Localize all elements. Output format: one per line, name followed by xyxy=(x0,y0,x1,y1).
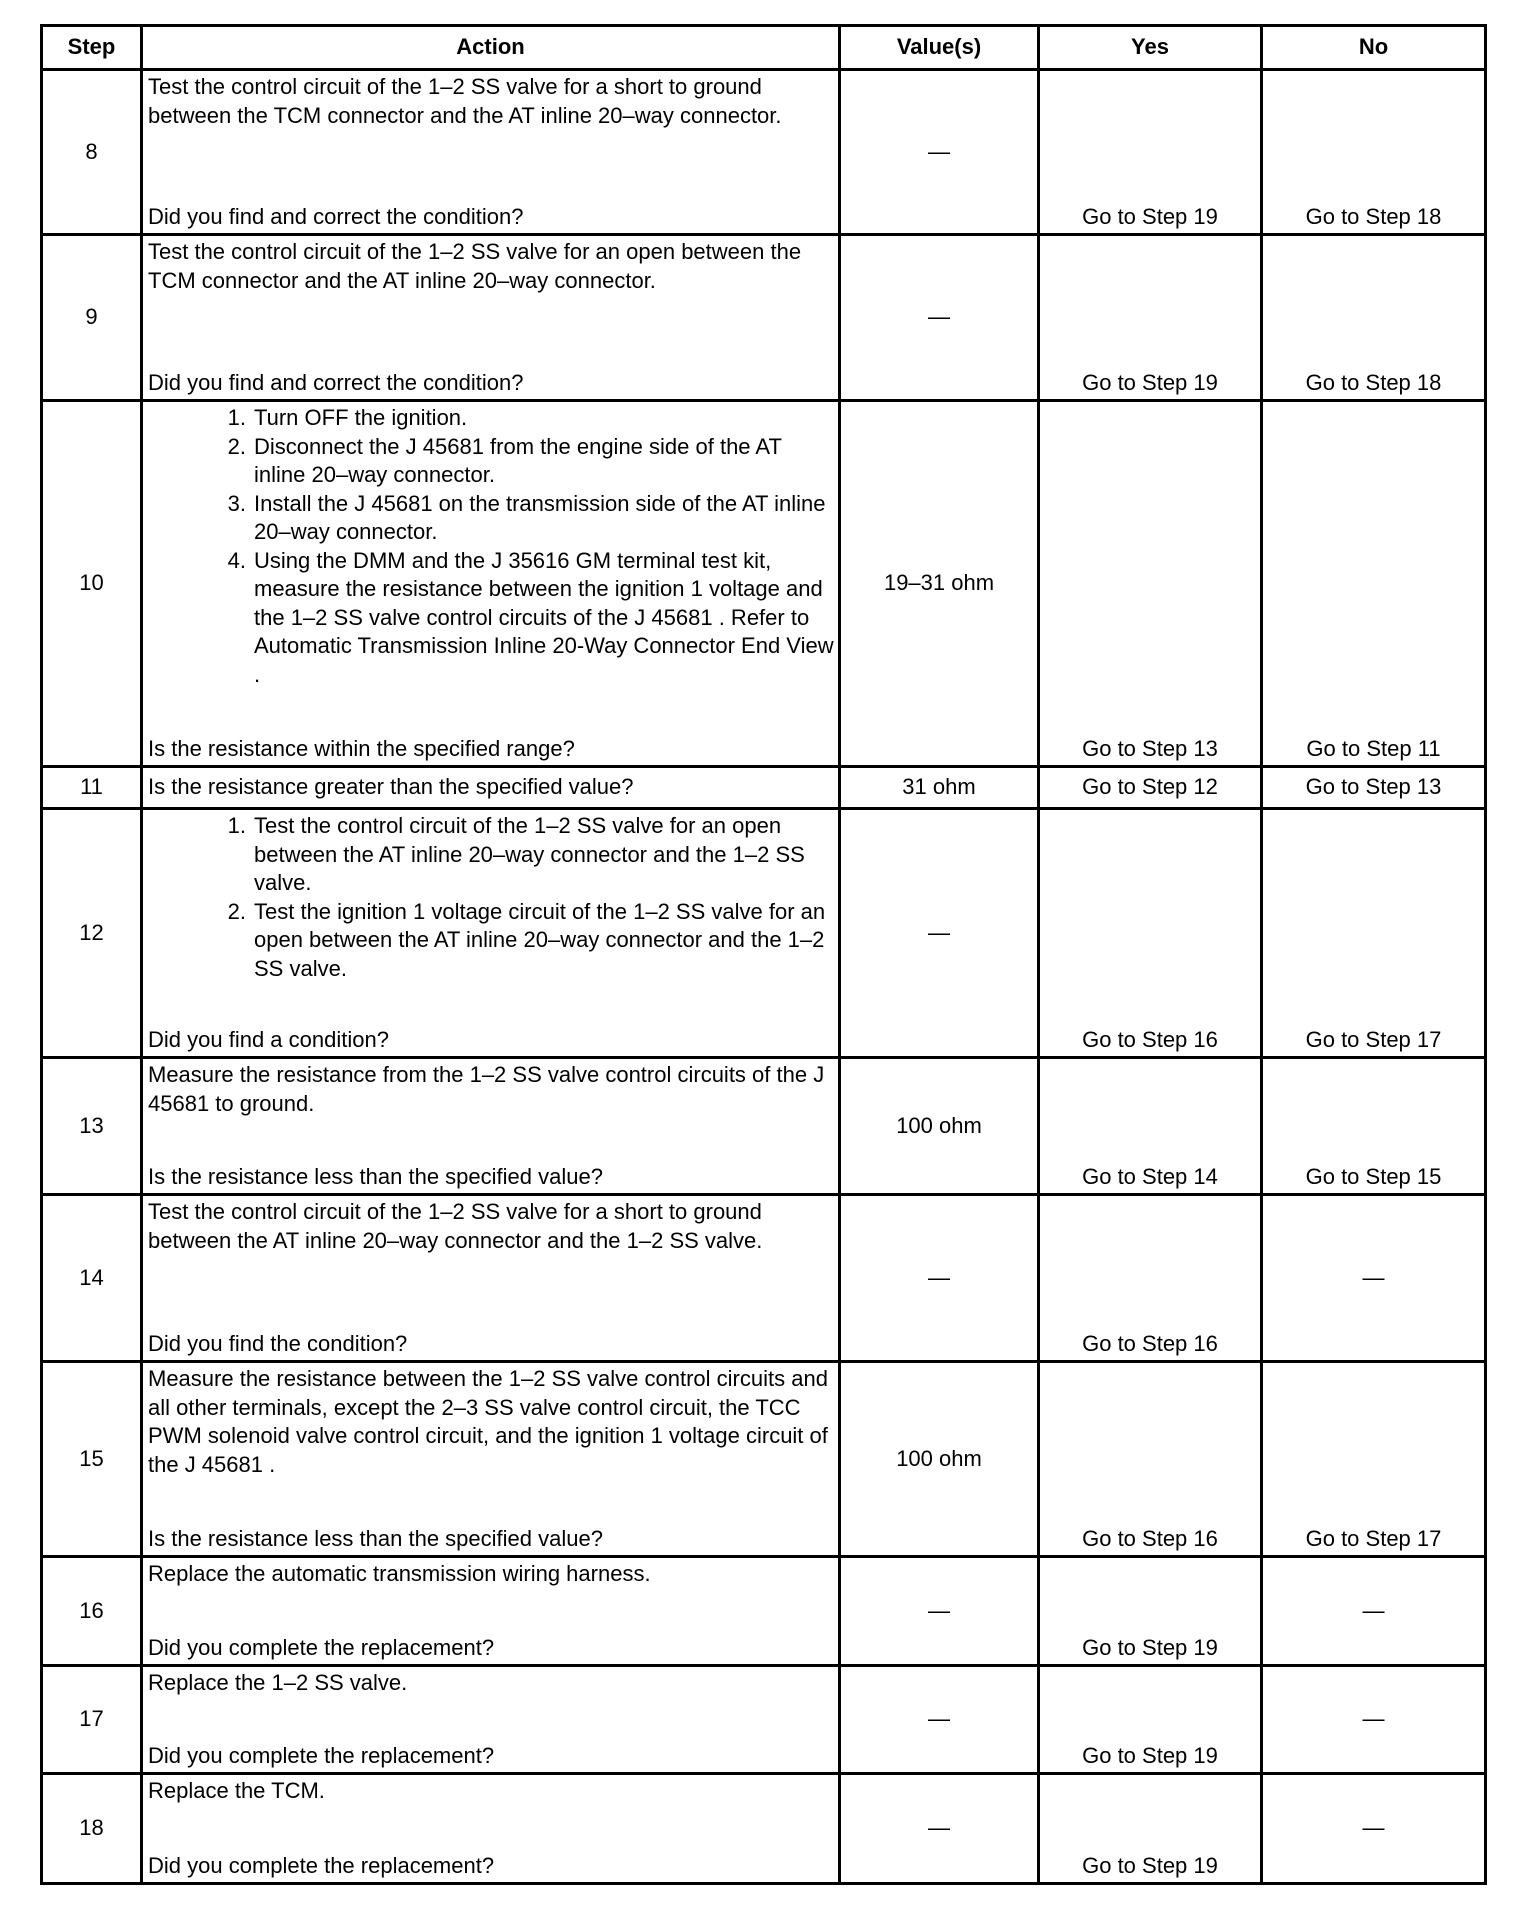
action-question: Did you complete the replacement? xyxy=(148,1742,495,1768)
value-cell: 31 ohm xyxy=(840,767,1039,809)
no-cell: Go to Step 15 xyxy=(1262,1058,1486,1195)
no-cell: Go to Step 13 xyxy=(1262,767,1486,809)
no-cell: — xyxy=(1262,1557,1486,1666)
value-cell: — xyxy=(840,235,1039,401)
header-step: Step xyxy=(42,26,142,70)
step-number: 10 xyxy=(42,401,142,767)
step-number: 15 xyxy=(42,1362,142,1557)
header-values: Value(s) xyxy=(840,26,1039,70)
table-row xyxy=(42,1058,1486,1195)
value-cell: — xyxy=(840,1557,1039,1666)
action-cell xyxy=(142,767,840,809)
value-cell: 100 ohm xyxy=(840,1362,1039,1557)
value-cell: — xyxy=(840,70,1039,235)
action-question: Is the resistance greater than the specified value? xyxy=(148,774,634,800)
yes-cell: Go to Step 14 xyxy=(1039,1058,1262,1195)
yes-cell: Go to Step 16 xyxy=(1039,1362,1262,1557)
value-cell: 100 ohm xyxy=(840,1058,1039,1195)
table-row xyxy=(42,70,1486,235)
no-cell: Go to Step 18 xyxy=(1262,235,1486,401)
action-question: Did you find and correct the condition? xyxy=(148,203,524,229)
step-number: 18 xyxy=(42,1774,142,1884)
no-cell: — xyxy=(1262,1195,1486,1362)
action-step-item: 3. Install the J 45681 on the transmission side of the AT inline 20–way connector. xyxy=(246,490,834,547)
table-row xyxy=(42,1195,1486,1362)
no-cell: — xyxy=(1262,1666,1486,1774)
step-number: 14 xyxy=(42,1195,142,1362)
table-row xyxy=(42,1774,1486,1884)
yes-cell: Go to Step 19 xyxy=(1039,1774,1262,1884)
action-cell xyxy=(142,1774,840,1884)
action-text: Replace the automatic transmission wiring harness. xyxy=(148,1561,651,1586)
action-text: Test the control circuit of the 1–2 SS valve for a short to ground between the AT inline 20–way connector and the 1–2 SS valve. xyxy=(148,1199,763,1253)
action-cell xyxy=(142,809,840,1058)
step-number: 16 xyxy=(42,1557,142,1666)
yes-cell: Go to Step 19 xyxy=(1039,235,1262,401)
table-row xyxy=(42,1666,1486,1774)
yes-cell: Go to Step 16 xyxy=(1039,1195,1262,1362)
action-question: Did you complete the replacement? xyxy=(148,1634,495,1660)
action-cell xyxy=(142,1058,840,1195)
action-step-item: 4. Using the DMM and the J 35616 GM terminal test kit, measure the resistance between the ignition 1 voltage and the 1–2 SS valve control circuits of the J 45681 . Refer to Automatic Transmission Inline 20-Way Connector End View . xyxy=(246,547,834,690)
action-question: Did you find a condition? xyxy=(148,1026,389,1052)
yes-cell: Go to Step 12 xyxy=(1039,767,1262,809)
value-cell: — xyxy=(840,809,1039,1058)
action-cell xyxy=(142,1362,840,1557)
action-cell xyxy=(142,1557,840,1666)
action-question: Is the resistance within the specified range? xyxy=(148,735,575,761)
action-text: Measure the resistance from the 1–2 SS valve control circuits of the J 45681 to ground. xyxy=(148,1062,825,1116)
step-number: 12 xyxy=(42,809,142,1058)
action-cell xyxy=(142,235,840,401)
step-number: 13 xyxy=(42,1058,142,1195)
no-cell: — xyxy=(1262,1774,1486,1884)
step-number: 8 xyxy=(42,70,142,235)
header-row xyxy=(42,26,1486,70)
action-text: Replace the TCM. xyxy=(148,1778,325,1803)
value-cell: — xyxy=(840,1666,1039,1774)
table-row xyxy=(42,809,1486,1058)
action-question: Is the resistance less than the specified value? xyxy=(148,1163,603,1189)
yes-cell: Go to Step 13 xyxy=(1039,401,1262,767)
action-step-item: 1. Test the control circuit of the 1–2 SS valve for an open between the AT inline 20–way connector and the 1–2 SS valve. xyxy=(246,812,834,898)
action-step-item: 1. Turn OFF the ignition. xyxy=(246,404,834,433)
action-step-item: 2. Disconnect the J 45681 from the engine side of the AT inline 20–way connector. xyxy=(246,433,834,490)
table-row xyxy=(42,235,1486,401)
yes-cell: Go to Step 19 xyxy=(1039,1557,1262,1666)
table-row xyxy=(42,1557,1486,1666)
table-row xyxy=(42,1362,1486,1557)
no-cell: Go to Step 17 xyxy=(1262,809,1486,1058)
yes-cell: Go to Step 16 xyxy=(1039,809,1262,1058)
action-question: Did you complete the replacement? xyxy=(148,1852,495,1878)
table-row xyxy=(42,401,1486,767)
action-cell xyxy=(142,70,840,235)
action-text: Measure the resistance between the 1–2 SS valve control circuits and all other terminals, except the 2–3 SS valve control circuit, the TCC PWM solenoid valve control circuit, and the ignition 1 voltage circuit of the J 45681 . xyxy=(148,1366,828,1477)
action-step-item: 2. Test the ignition 1 voltage circuit of the 1–2 SS valve for an open between the AT inline 20–way connector and the 1–2 SS valve. xyxy=(246,898,834,984)
action-cell xyxy=(142,1666,840,1774)
value-cell: — xyxy=(840,1774,1039,1884)
action-question: Is the resistance less than the specified value? xyxy=(148,1525,603,1551)
step-number: 9 xyxy=(42,235,142,401)
header-yes: Yes xyxy=(1039,26,1262,70)
step-number: 17 xyxy=(42,1666,142,1774)
action-question: Did you find and correct the condition? xyxy=(148,369,524,395)
action-text: Replace the 1–2 SS valve. xyxy=(148,1670,408,1695)
yes-cell: Go to Step 19 xyxy=(1039,1666,1262,1774)
action-question: Did you find the condition? xyxy=(148,1330,408,1356)
no-cell: Go to Step 18 xyxy=(1262,70,1486,235)
action-steps xyxy=(148,812,834,983)
action-text: Test the control circuit of the 1–2 SS valve for an open between the TCM connector and the AT inline 20–way connector. xyxy=(148,239,802,293)
value-cell: — xyxy=(840,1195,1039,1362)
action-cell xyxy=(142,1195,840,1362)
diagnostic-table xyxy=(40,24,1487,1885)
yes-cell: Go to Step 19 xyxy=(1039,70,1262,235)
no-cell: Go to Step 17 xyxy=(1262,1362,1486,1557)
no-cell: Go to Step 11 xyxy=(1262,401,1486,767)
action-steps xyxy=(148,404,834,689)
table-row xyxy=(42,767,1486,809)
action-cell xyxy=(142,401,840,767)
header-no: No xyxy=(1262,26,1486,70)
header-action: Action xyxy=(142,26,840,70)
step-number: 11 xyxy=(42,767,142,809)
value-cell: 19–31 ohm xyxy=(840,401,1039,767)
action-text: Test the control circuit of the 1–2 SS valve for a short to ground between the TCM connector and the AT inline 20–way connector. xyxy=(148,74,782,128)
